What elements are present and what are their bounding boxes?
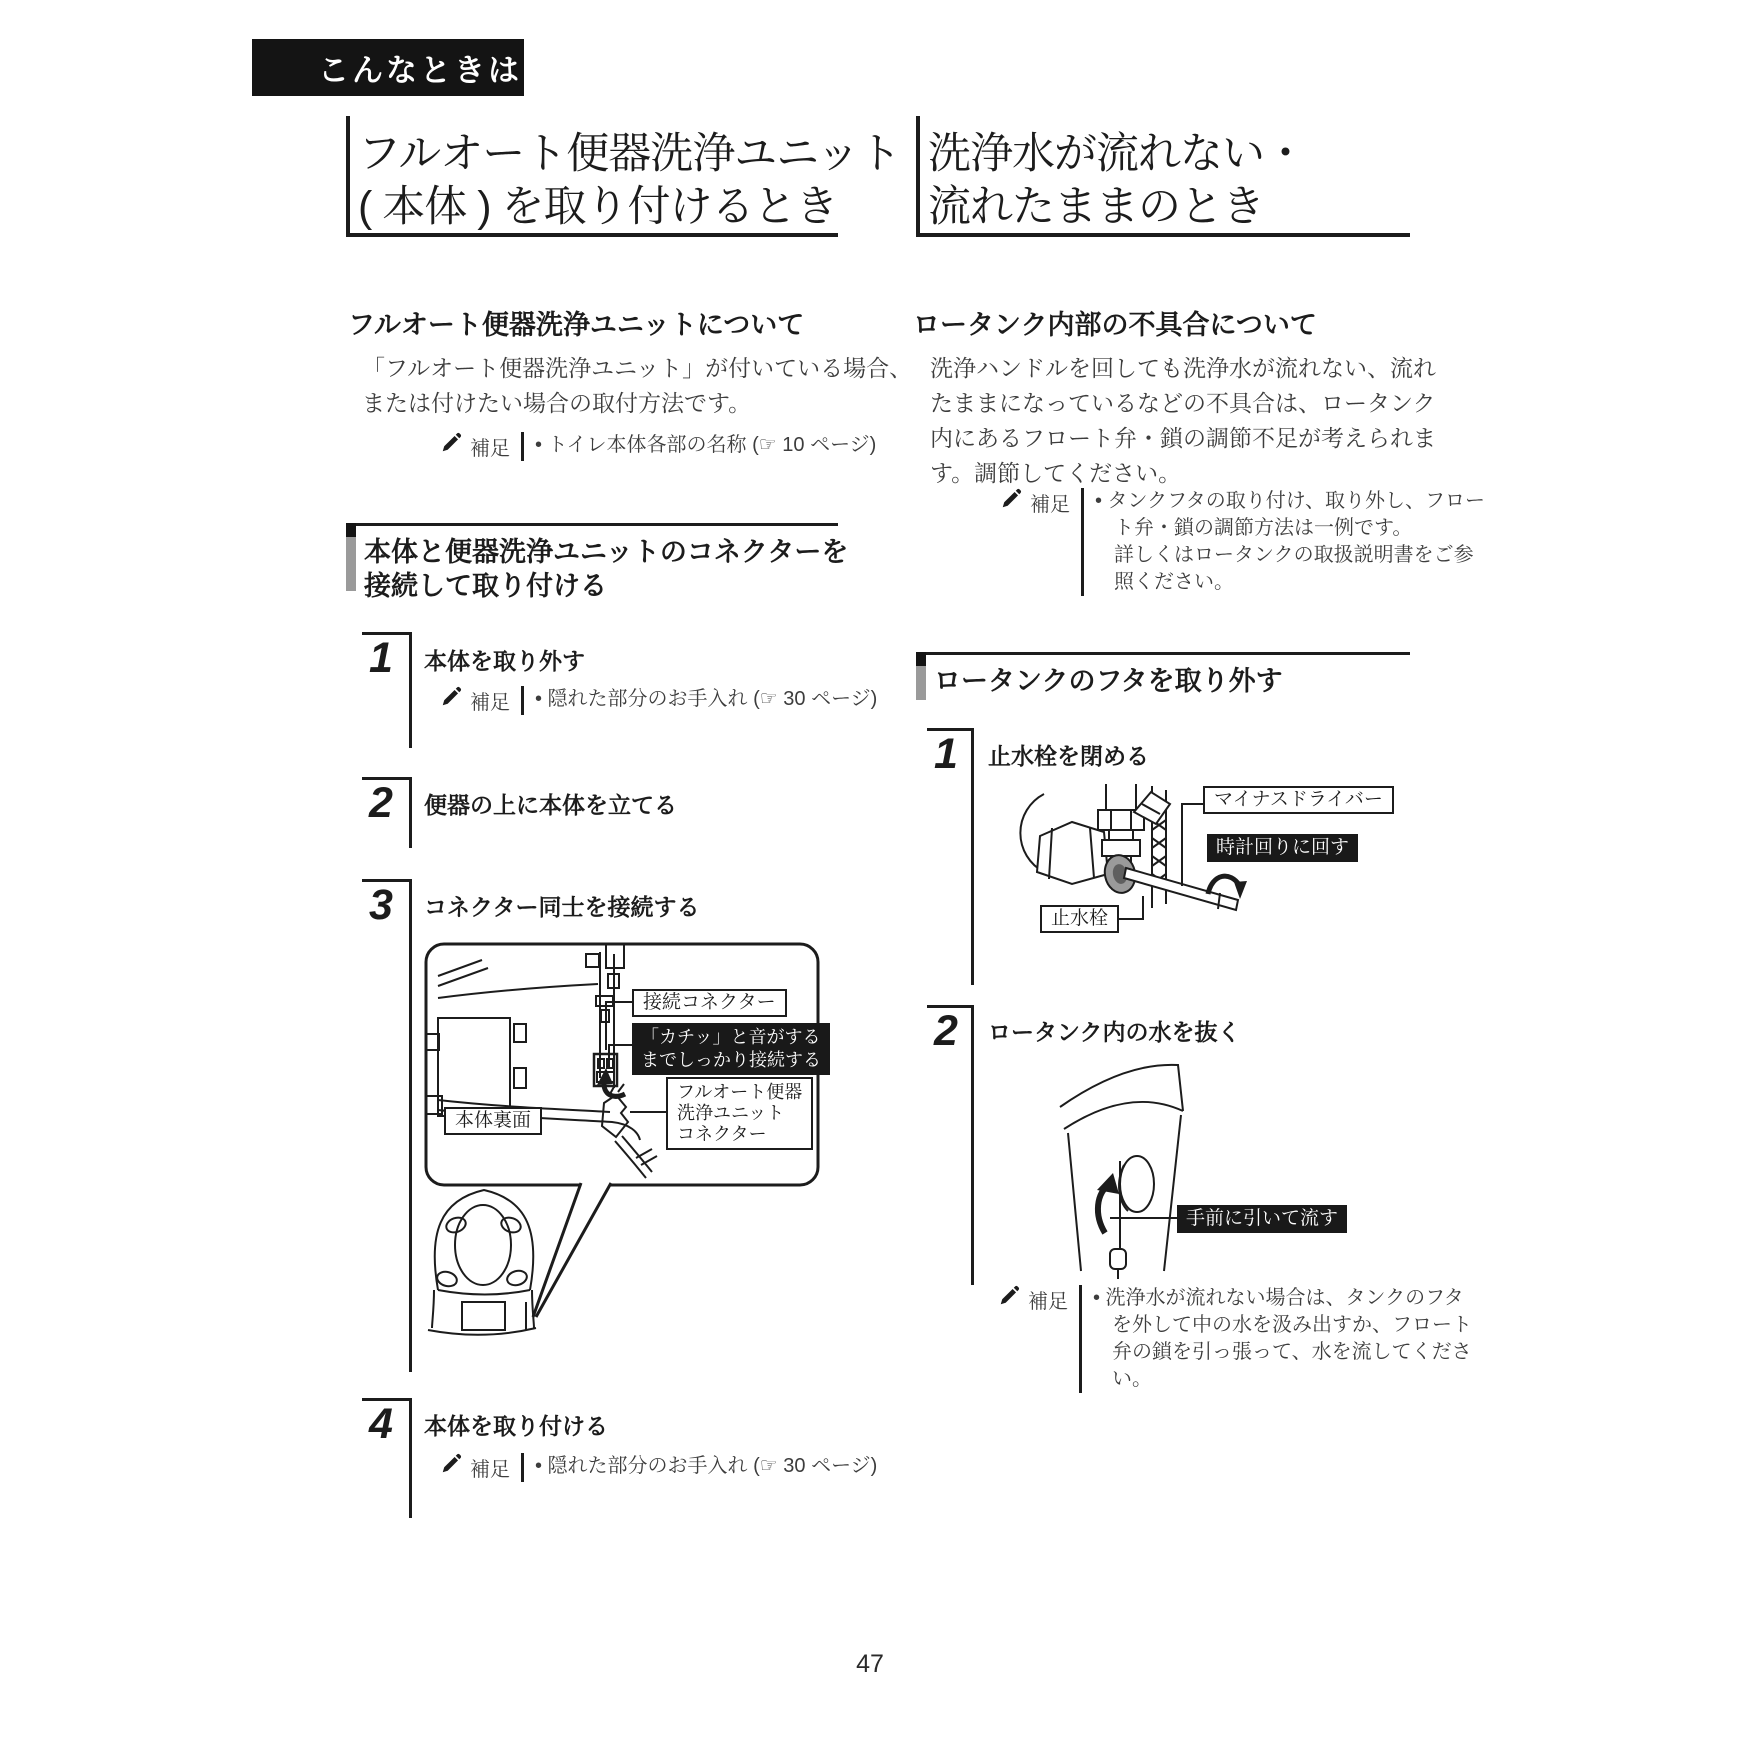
note-divider	[521, 686, 524, 715]
step-title: 本体を取り外す	[424, 648, 585, 674]
tank-handle-diagram	[1058, 1053, 1350, 1283]
step-title: 本体を取り付ける	[424, 1413, 608, 1439]
step-title: 止水栓を閉める	[988, 743, 1149, 769]
left-about-heading: フルオート便器洗浄ユニットについて	[348, 310, 805, 340]
pull-arrow-icon	[1097, 1173, 1119, 1233]
step-title: ロータンク内の水を抜く	[988, 1019, 1241, 1045]
left-procedure-heading-line1: 本体と便器洗浄ユニットのコネクターを	[364, 537, 849, 567]
pencil-icon	[440, 686, 462, 708]
step-title: コネクター同士を接続する	[424, 894, 700, 920]
note-divider	[521, 1453, 524, 1482]
note-divider	[1081, 488, 1084, 596]
left-procedure-bar	[346, 523, 356, 591]
pencil-icon	[440, 1453, 462, 1475]
left-procedure-heading-line2: 接続して取り付ける	[364, 571, 607, 601]
step-note	[440, 686, 877, 715]
step-number: 2	[369, 779, 393, 827]
note-divider	[521, 432, 524, 461]
note-text: • 隠れた部分のお手入れ (☞ 30 ページ)	[535, 1455, 878, 1477]
note-text: を外して中の水を汲み出すか、フロート	[1112, 1314, 1472, 1336]
pencil-icon	[440, 432, 462, 454]
connector-label: 接続コネクター	[632, 989, 787, 1017]
pencil-icon	[998, 1285, 1020, 1307]
left-title-line2: ( 本体 ) を取り付けるとき	[358, 183, 838, 231]
right-about-note	[1000, 488, 1485, 596]
right-procedure-rule	[916, 652, 1410, 655]
step-title: 便器の上に本体を立てる	[424, 792, 677, 818]
note-text: 詳しくはロータンクの取扱説明書をご参	[1114, 544, 1474, 566]
step-number: 1	[369, 634, 393, 682]
note-text: ト弁・鎖の調節方法は一例です。	[1114, 517, 1413, 539]
right-title-line1: 洗浄水が流れない・	[928, 130, 1306, 178]
unit-back-label: 本体裏面	[444, 1107, 542, 1135]
note-text: 照ください。	[1114, 571, 1234, 593]
section-badge	[252, 39, 524, 96]
right-title-bar	[916, 116, 920, 233]
note-text: • 洗浄水が流れない場合は、タンクのフタ	[1093, 1287, 1464, 1309]
page-number: 47	[856, 1650, 884, 1678]
left-about-body-line2: または付けたい場合の取付方法です。	[362, 390, 752, 416]
step-vline	[409, 1398, 412, 1518]
note-text: い。	[1112, 1368, 1152, 1390]
step-vline	[409, 632, 412, 748]
right-title-line2: 流れたままのとき	[928, 183, 1264, 231]
step-vline	[971, 1005, 974, 1285]
right-about-body-line4: す。調節してください。	[930, 460, 1182, 486]
note-divider	[1079, 1285, 1082, 1393]
step-note	[440, 1453, 877, 1482]
right-about-body-line2: たままになっているなどの不具合は、ロータンク	[930, 390, 1436, 416]
note-text: • タンクフタの取り付け、取り外し、フロー	[1095, 490, 1485, 512]
note-text: 弁の鎖を引っ張って、水を流してくださ	[1112, 1341, 1472, 1363]
left-procedure-rule	[346, 523, 838, 526]
note-label: 補足	[1030, 494, 1070, 516]
right-procedure-bar	[916, 652, 926, 700]
section-badge-label: こんなときは	[318, 53, 522, 88]
left-about-body-line1: 「フルオート便器洗浄ユニット」が付いている場合、	[362, 355, 913, 381]
right-about-body-line3: 内にあるフロート弁・鎖の調節不足が考えられま	[930, 425, 1436, 451]
right-about-heading: ロータンク内部の不具合について	[913, 310, 1317, 340]
note-label: 補足	[470, 1459, 510, 1481]
step-number: 2	[934, 1007, 958, 1055]
toilet-top-view	[428, 1190, 536, 1335]
step-vline	[409, 777, 412, 848]
step-number: 4	[369, 1400, 393, 1448]
click-instruction-label: 「カチッ」と音がする までしっかり接続する	[632, 1023, 830, 1075]
step-vline	[971, 728, 974, 985]
note-label: 補足	[470, 692, 510, 714]
right-title-underline	[916, 233, 1410, 237]
step-number: 1	[934, 730, 958, 778]
left-title-line1: フルオート便器洗浄ユニット	[358, 130, 901, 178]
note-text: • トイレ本体各部の名称 (☞ 10 ページ)	[535, 434, 877, 456]
pencil-icon	[1000, 488, 1022, 510]
left-title-underline	[346, 233, 838, 237]
left-title-bar	[346, 116, 350, 233]
right-procedure-heading: ロータンクのフタを取り外す	[934, 666, 1283, 696]
note-text: • 隠れた部分のお手入れ (☞ 30 ページ)	[535, 688, 878, 710]
note-label: 補足	[1028, 1291, 1068, 1313]
screwdriver-label: マイナスドライバー	[1203, 786, 1394, 814]
right-about-body-line1: 洗浄ハンドルを回しても洗浄水が流れない、流れ	[930, 355, 1436, 381]
step-number: 3	[369, 881, 393, 929]
stop-valve-label: 止水栓	[1040, 905, 1119, 933]
pull-to-flush-label: 手前に引いて流す	[1177, 1205, 1347, 1233]
turn-clockwise-label: 時計回りに回す	[1207, 834, 1358, 862]
left-about-note	[440, 432, 876, 461]
unit-connector-label: フルオート便器 洗浄ユニット コネクター	[666, 1077, 813, 1150]
right-step2-note	[998, 1285, 1472, 1393]
note-label: 補足	[470, 438, 510, 460]
